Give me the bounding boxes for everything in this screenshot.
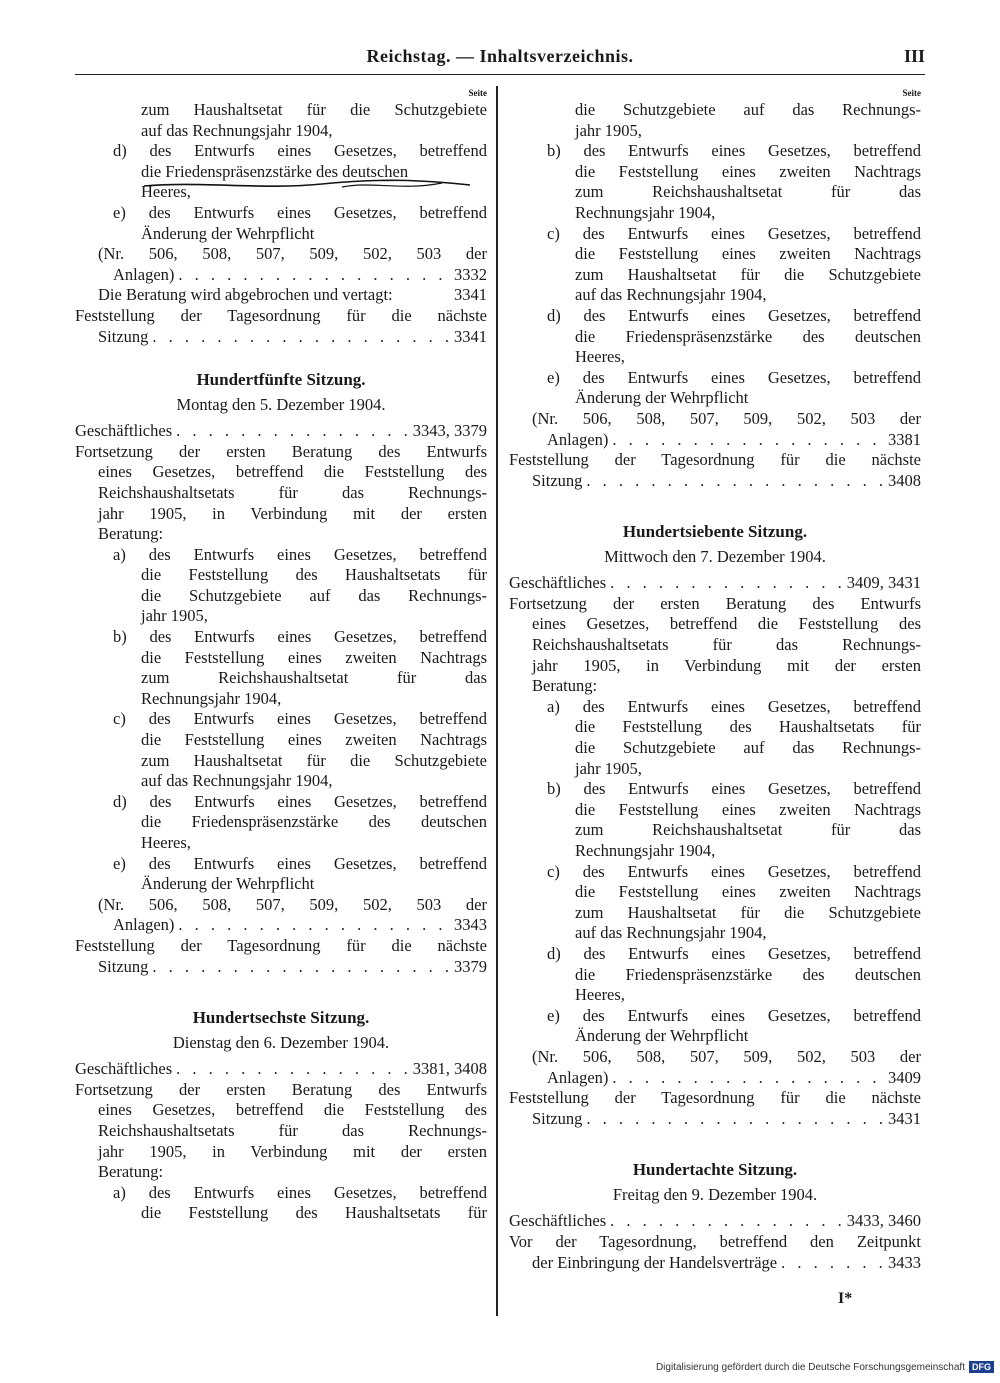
toc-line: jahr 1905, — [141, 606, 208, 626]
toc-line-text: Geschäftliches — [509, 573, 607, 593]
toc-line: Heeres, — [141, 833, 191, 852]
toc-line-text: Die Beratung wird abgebrochen und vertagt: — [98, 285, 393, 305]
toc-line: Änderung der Wehrpflicht — [141, 223, 315, 243]
toc-line — [75, 915, 487, 936]
footer-text: Digitalisierung gefördert durch die Deutsche Forschungsgemeinschaft — [655, 1361, 965, 1373]
toc-line: Feststellung der Tagesordnung für die nächste — [75, 935, 487, 955]
dfg-logo: DFG — [969, 1361, 994, 1373]
seite-label: Seite — [468, 88, 487, 98]
toc-line — [509, 1109, 921, 1130]
toc-line — [509, 1211, 921, 1232]
footer-credit — [656, 1361, 994, 1373]
dot-leader — [781, 1253, 884, 1274]
toc-line: c) des Entwurfs eines Gesetzes, betreffend — [547, 223, 921, 243]
page-reference: 3332 — [454, 264, 487, 284]
session-entries-108 — [509, 1211, 921, 1273]
toc-line-text: Geschäftliches — [509, 1211, 607, 1231]
toc-line: (Nr. 506, 508, 507, 509, 502, 503 der — [532, 408, 921, 428]
dot-leader — [586, 1109, 884, 1130]
left-block1 — [75, 100, 487, 347]
toc-line: a) des Entwurfs eines Gesetzes, betreffend — [547, 696, 921, 716]
toc-line: auf das Rechnungsjahr 1904, — [141, 771, 333, 791]
session-heading-106: Hundertsechste Sitzung. — [192, 1008, 370, 1028]
column-divider — [496, 86, 498, 1316]
toc-line: eines Gesetzes, betreffend die Feststellung des — [532, 614, 921, 634]
toc-line: die Feststellung eines zweiten Nachtrags — [575, 161, 921, 181]
page-reference: 3343, 3379 — [412, 421, 487, 441]
toc-line: die Feststellung des Haushaltsetats für — [141, 1203, 487, 1223]
page-reference: 3381 — [888, 429, 921, 449]
toc-line: e) des Entwurfs eines Gesetzes, betreffend — [113, 853, 487, 873]
toc-line: die Feststellung eines zweiten Nachtrags — [141, 647, 487, 667]
toc-line: Heeres, — [575, 347, 625, 367]
toc-line-text: Anlagen) — [113, 915, 175, 935]
right-block1 — [509, 100, 921, 491]
toc-line: zum Haushaltsetat für die Schutzgebiete — [141, 100, 487, 119]
toc-line: zum Reichshaushaltsetat für das — [575, 182, 921, 202]
toc-line: die Friedenspräsenzstärke des deutschen — [575, 964, 921, 984]
toc-line — [509, 573, 921, 594]
toc-line-text: Sitzung — [532, 1108, 583, 1128]
toc-line-text: der Einbringung der Handelsverträge — [532, 1252, 778, 1272]
page-reference: 3409 — [888, 1067, 921, 1087]
toc-line-text: Anlagen) — [113, 264, 175, 284]
dot-leader — [152, 957, 450, 978]
dot-leader — [176, 421, 409, 442]
toc-line: auf das Rechnungsjahr 1904, — [575, 923, 767, 943]
toc-line: d) des Entwurfs eines Gesetzes, betreffend — [547, 305, 921, 325]
toc-line: Reichshaushaltsetats für das Rechnungs- — [532, 635, 921, 655]
toc-line: jahr 1905, in Verbindung mit der ersten — [98, 503, 487, 523]
toc-line — [509, 1068, 921, 1089]
session-heading-107: Hundertsiebente Sitzung. — [622, 522, 808, 542]
session-heading-108: Hundertachte Sitzung. — [632, 1160, 798, 1180]
toc-line — [509, 1253, 921, 1274]
toc-line — [75, 957, 487, 978]
dot-leader — [152, 327, 450, 348]
toc-line: e) des Entwurfs eines Gesetzes, betreffend — [113, 202, 487, 222]
toc-line: eines Gesetzes, betreffend die Feststellung des — [98, 462, 487, 482]
toc-line: auf das Rechnungsjahr 1904, — [575, 285, 767, 305]
toc-line: c) des Entwurfs eines Gesetzes, betreffend — [113, 709, 487, 729]
toc-line: die Feststellung eines zweiten Nachtrags — [575, 244, 921, 264]
toc-line: die Feststellung des Haushaltsetats für — [141, 565, 487, 585]
toc-line — [75, 285, 487, 306]
page-reference: 3433 — [888, 1252, 921, 1272]
dot-leader — [610, 1211, 843, 1232]
session-date-108: Freitag den 9. Dezember 1904. — [612, 1185, 818, 1205]
dot-leader — [612, 1068, 884, 1089]
dot-leader — [610, 573, 843, 594]
page-reference: 3381, 3408 — [412, 1059, 487, 1079]
toc-line: Rechnungsjahr 1904, — [141, 688, 282, 708]
toc-line: Feststellung der Tagesordnung für die nächste — [509, 450, 921, 470]
toc-line — [75, 1059, 487, 1080]
toc-line: zum Haushaltsetat für die Schutzgebiete — [141, 750, 487, 770]
page-reference: 3408 — [888, 470, 921, 490]
session-entries-105 — [75, 421, 487, 977]
toc-line: Feststellung der Tagesordnung für die nächste — [509, 1088, 921, 1108]
toc-line-text: Sitzung — [98, 956, 149, 976]
page-reference: 3341 — [454, 326, 487, 346]
toc-line — [509, 430, 921, 451]
seite-label-right: Seite — [902, 88, 921, 98]
toc-line-text: Anlagen) — [547, 429, 609, 449]
toc-line: Reichshaushaltsetats für das Rechnungs- — [98, 482, 487, 502]
toc-line: die Feststellung eines zweiten Nachtrags — [141, 730, 487, 750]
toc-line: jahr 1905, in Verbindung mit der ersten — [98, 1141, 487, 1161]
toc-line: zum Haushaltsetat für die Schutzgebiete — [575, 264, 921, 284]
toc-line: jahr 1905, — [575, 758, 642, 778]
session-heading-105: Hundertfünfte Sitzung. — [196, 370, 366, 390]
toc-line: (Nr. 506, 508, 507, 509, 502, 503 der — [532, 1046, 921, 1066]
signature-mark: I* — [838, 1290, 853, 1307]
toc-line: a) des Entwurfs eines Gesetzes, betreffend — [113, 1182, 487, 1202]
left-column — [75, 86, 487, 1326]
toc-line: Änderung der Wehrpflicht — [575, 388, 749, 408]
running-header — [75, 44, 925, 75]
toc-line: c) des Entwurfs eines Gesetzes, betreffend — [547, 861, 921, 881]
toc-line: Feststellung der Tagesordnung für die nächste — [75, 305, 487, 325]
toc-line-text: Sitzung — [98, 326, 149, 346]
toc-line: die Friedenspräsenzstärke des deutschen — [141, 161, 409, 181]
page-reference: 3343 — [454, 915, 487, 935]
page-reference: 3379 — [454, 956, 487, 976]
toc-line: auf das Rechnungsjahr 1904, — [141, 120, 333, 140]
dot-leader — [586, 471, 884, 492]
toc-line: die Friedenspräsenzstärke des deutschen — [141, 812, 487, 832]
toc-line: zum Reichshaushaltsetat für das — [575, 820, 921, 840]
toc-line: die Feststellung eines zweiten Nachtrags — [575, 799, 921, 819]
toc-line: Fortsetzung der ersten Beratung des Entwurfs — [75, 441, 487, 461]
toc-line: b) des Entwurfs eines Gesetzes, betreffend — [547, 779, 921, 799]
toc-line: Heeres, — [575, 985, 625, 1005]
session-entries-106 — [75, 1059, 487, 1224]
toc-line: zum Reichshaushaltsetat für das — [141, 668, 487, 688]
toc-line: Reichshaushaltsetats für das Rechnungs- — [98, 1120, 487, 1140]
header-title: Reichstag. — Inhaltsverzeichnis. — [366, 46, 634, 66]
toc-line: Vor der Tagesordnung, betreffend den Zeitpunkt — [509, 1231, 921, 1251]
toc-line: zum Haushaltsetat für die Schutzgebiete — [575, 902, 921, 922]
toc-line: Fortsetzung der ersten Beratung des Entwurfs — [509, 593, 921, 613]
toc-line — [509, 471, 921, 492]
toc-line-text: Anlagen) — [547, 1067, 609, 1087]
toc-line: eines Gesetzes, betreffend die Feststellung des — [98, 1100, 487, 1120]
toc-line: e) des Entwurfs eines Gesetzes, betreffend — [547, 367, 921, 387]
toc-line: die Schutzgebiete auf das Rechnungs- — [141, 585, 487, 605]
toc-line: a) des Entwurfs eines Gesetzes, betreffend — [113, 544, 487, 564]
toc-line: Beratung: — [98, 1162, 164, 1182]
page-number: III — [903, 46, 925, 66]
toc-line — [75, 327, 487, 348]
dot-leader — [178, 265, 450, 286]
session-date-107: Mittwoch den 7. Dezember 1904. — [604, 547, 826, 567]
toc-line: jahr 1905, — [575, 120, 642, 140]
session-date-106: Dienstag den 6. Dezember 1904. — [172, 1033, 390, 1053]
toc-line: d) des Entwurfs eines Gesetzes, betreffend — [547, 943, 921, 963]
toc-line: die Feststellung eines zweiten Nachtrags — [575, 882, 921, 902]
dot-leader — [612, 430, 884, 451]
toc-line — [75, 421, 487, 442]
toc-line: Rechnungsjahr 1904, — [575, 841, 716, 860]
page-reference: 3409, 3431 — [846, 573, 921, 593]
toc-line: Änderung der Wehrpflicht — [141, 874, 315, 894]
toc-line: die Schutzgebiete auf das Rechnungs- — [575, 738, 921, 758]
dot-leader — [178, 915, 450, 936]
toc-line: (Nr. 506, 508, 507, 509, 502, 503 der — [98, 244, 487, 264]
toc-line: Änderung der Wehrpflicht — [575, 1026, 749, 1046]
toc-line: d) des Entwurfs eines Gesetzes, betreffend — [113, 791, 487, 811]
page-reference: 3431 — [888, 1108, 921, 1128]
right-column — [509, 86, 921, 1326]
toc-line: Heeres, — [141, 182, 191, 202]
toc-line: b) des Entwurfs eines Gesetzes, betreffend — [113, 627, 487, 647]
toc-line: Beratung: — [98, 524, 164, 544]
session-entries-107 — [509, 573, 921, 1129]
toc-line: die Feststellung des Haushaltsetats für — [575, 717, 921, 737]
toc-line: d) des Entwurfs eines Gesetzes, betreffend — [113, 141, 487, 161]
toc-line: (Nr. 506, 508, 507, 509, 502, 503 der — [98, 894, 487, 914]
page-reference: 3341 — [454, 285, 487, 305]
toc-line: Beratung: — [532, 676, 598, 696]
toc-line — [75, 265, 487, 286]
toc-line: die Friedenspräsenzstärke des deutschen — [575, 326, 921, 346]
toc-line: jahr 1905, in Verbindung mit der ersten — [532, 655, 921, 675]
toc-line-text: Geschäftliches — [75, 1059, 173, 1079]
toc-line: b) des Entwurfs eines Gesetzes, betreffend — [547, 141, 921, 161]
toc-line: Fortsetzung der ersten Beratung des Entwurfs — [75, 1079, 487, 1099]
dot-leader — [176, 1059, 409, 1080]
toc-line: die Schutzgebiete auf das Rechnungs- — [575, 100, 921, 119]
toc-line: Rechnungsjahr 1904, — [575, 202, 716, 222]
toc-line: e) des Entwurfs eines Gesetzes, betreffend — [547, 1005, 921, 1025]
page-reference: 3433, 3460 — [846, 1211, 921, 1231]
toc-line-text: Geschäftliches — [75, 421, 173, 441]
toc-line-text: Sitzung — [532, 470, 583, 490]
session-date-105: Montag den 5. Dezember 1904. — [176, 395, 386, 415]
